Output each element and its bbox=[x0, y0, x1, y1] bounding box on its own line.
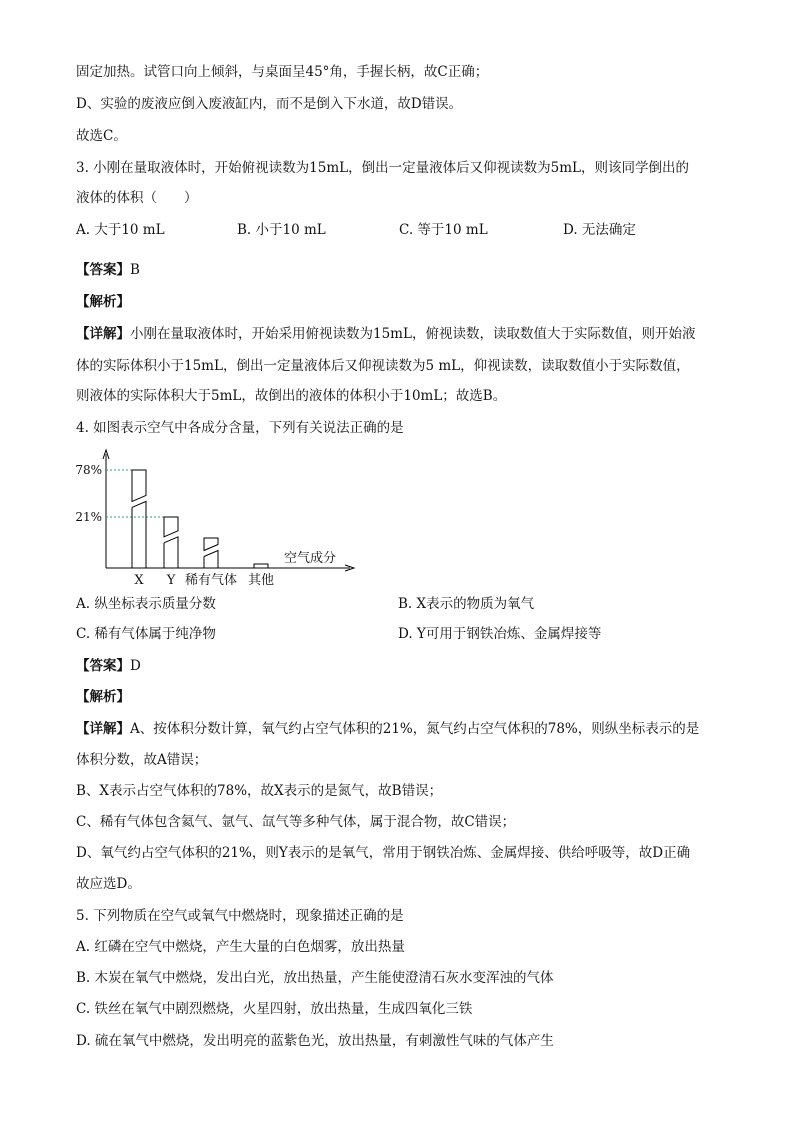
detail-tag: 【详解】 bbox=[76, 721, 130, 737]
q4-detail-2: 体积分数，故A错误； bbox=[76, 752, 208, 768]
text-line: 故选C。 bbox=[76, 128, 127, 144]
question-4-stem: 4. 如图表示空气中各成分含量，下列有关说法正确的是 bbox=[76, 420, 404, 436]
q3-detail-1 bbox=[76, 324, 695, 344]
q5-option-a: A. 红磷在空气中燃烧，产生大量的白色烟雾，放出热量 bbox=[76, 939, 405, 955]
bar bbox=[254, 564, 268, 568]
q3-analysis-tag: 【解析】 bbox=[76, 294, 130, 310]
detail-tag: 【详解】 bbox=[76, 326, 130, 342]
q4-detail-5: D、氧气约占空气体积的21%，则Y表示的是氧气，常用于钢铁冶炼、金属焊接、供给呼吸等，故D正确 bbox=[76, 845, 691, 861]
x-category-label: 稀有气体 bbox=[184, 573, 238, 588]
q5-option-c: C. 铁丝在氧气中剧烈燃烧，火星四射，放出热量，生成四氧化三铁 bbox=[76, 1001, 473, 1017]
bar-upper bbox=[132, 470, 146, 501]
question-3-stem: 3. 小刚在量取液体时，开始俯视读数为15mL，倒出一定量液体后又仰视读数为5mL，则该同学倒出的 bbox=[76, 160, 689, 176]
q4-option-a: A. 纵坐标表示质量分数 bbox=[76, 596, 216, 612]
q3-detail-2: 体的实际体积小于15mL，倒出一定量液体后又仰视读数为5 mL，仰视读数，读取数值小于实际数值， bbox=[76, 358, 690, 374]
detail-text: 小刚在量取液体时，开始采用俯视读数为15mL，俯视读数，读取数值大于实际数值，则开始液 bbox=[130, 326, 696, 342]
detail-text: A、按体积分数计算，氧气约占空气体积的21%，氮气约占空气体积的78%，则纵坐标表示的是 bbox=[130, 721, 700, 737]
answer-value: B bbox=[130, 262, 140, 278]
q4-option-d: D. Y可用于钢铁冶炼、金属焊接等 bbox=[398, 626, 602, 642]
x-category-label: Y bbox=[166, 573, 176, 588]
chart-guides bbox=[106, 470, 164, 517]
x-axis-label: 空气成分 bbox=[283, 551, 337, 566]
q4-detail-3: B、X表示占空气体积的78%，故X表示的是氮气，故B错误； bbox=[76, 783, 443, 799]
y-tick-label: 78% bbox=[75, 463, 102, 477]
answer-tag: 【答案】 bbox=[76, 262, 130, 278]
q3-option-b: B. 小于10 mL bbox=[237, 222, 326, 238]
q3-detail-3: 则液体的实际体积大于5mL，故倒出的液体的体积小于10mL；故选B。 bbox=[76, 388, 507, 404]
text-line: 固定加热。试管口向上倾斜，与桌面呈45°角，手握长柄，故C正确； bbox=[76, 64, 489, 80]
text-line: D、实验的废液应倒入废液缸内，而不是倒入下水道，故D错误。 bbox=[76, 96, 463, 112]
bar-break-lower bbox=[164, 537, 178, 545]
y-tick-label: 21% bbox=[75, 510, 102, 524]
q4-option-b: B. X表示的物质为氧气 bbox=[398, 596, 535, 612]
bar-break-lower bbox=[132, 501, 146, 509]
bar-upper bbox=[164, 517, 178, 537]
q4-option-c: C. 稀有气体属于纯净物 bbox=[76, 626, 216, 642]
q3-option-a: A. 大于10 mL bbox=[76, 222, 165, 238]
q3-option-c: C. 等于10 mL bbox=[399, 222, 488, 238]
x-category-label: 其他 bbox=[247, 573, 275, 588]
q5-option-b: B. 木炭在氧气中燃烧，发出白光，放出热量，产生能使澄清石灰水变浑浊的气体 bbox=[76, 970, 554, 986]
question-5-stem: 5. 下列物质在空气或氧气中燃烧时，现象描述正确的是 bbox=[76, 908, 404, 924]
chart-bars bbox=[132, 470, 268, 568]
air-composition-chart bbox=[70, 446, 370, 592]
q3-option-d: D. 无法确定 bbox=[563, 222, 636, 238]
q4-answer bbox=[76, 656, 141, 676]
bar-break-lower bbox=[204, 551, 218, 559]
question-3-stem-cont: 液体的体积（ ） bbox=[76, 190, 198, 206]
q5-option-d: D. 硫在氧气中燃烧，发出明亮的蓝紫色光，放出热量，有刺激性气味的气体产生 bbox=[76, 1033, 554, 1049]
q4-detail-4: C、稀有气体包含氦气、氩气、氙气等多种气体，属于混合物，故C错误； bbox=[76, 814, 516, 830]
q4-detail-6: 故应选D。 bbox=[76, 876, 141, 892]
x-category-label: X bbox=[134, 573, 144, 588]
answer-value: D bbox=[130, 658, 141, 674]
bar-upper bbox=[204, 538, 218, 551]
q4-analysis-tag: 【解析】 bbox=[76, 689, 130, 705]
answer-tag: 【答案】 bbox=[76, 658, 130, 674]
q4-detail-1 bbox=[76, 719, 699, 739]
q3-answer bbox=[76, 260, 140, 280]
chart-labels bbox=[75, 463, 336, 588]
